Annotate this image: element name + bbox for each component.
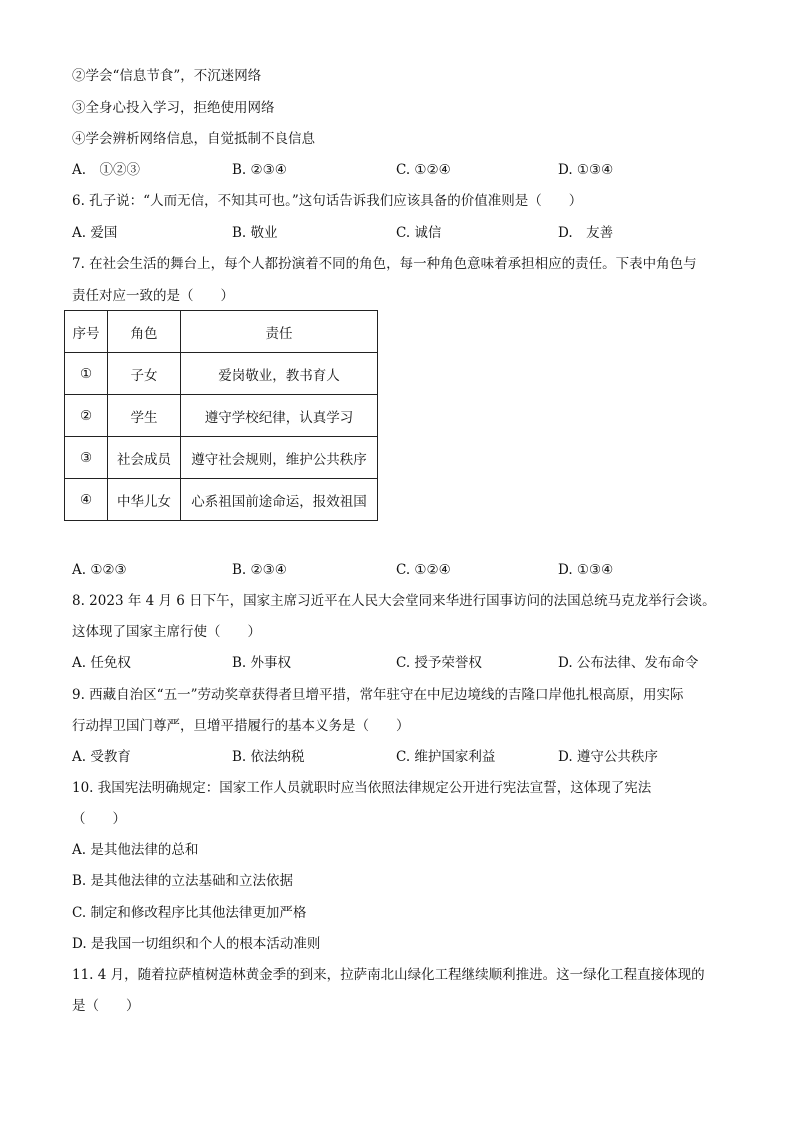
table-row bbox=[65, 479, 378, 521]
q5-item-2: ②学会“信息节食”，不沉迷网络 bbox=[72, 68, 262, 84]
q6-stem: 6. 孔子说：“人而无信，不知其可也。”这句话告诉我们应该具备的价值准则是（ ） bbox=[72, 193, 583, 209]
q5-item-4: ④学会辨析网络信息，自觉抵制不良信息 bbox=[72, 131, 315, 147]
q9-option-a[interactable]: A. 受教育 bbox=[72, 749, 131, 765]
table-header-row bbox=[65, 311, 378, 353]
q9-option-d[interactable]: D. 遵守公共秩序 bbox=[558, 749, 658, 765]
q5-option-b[interactable]: B. ②③④ bbox=[232, 162, 287, 178]
q5-option-d[interactable]: D. ①③④ bbox=[558, 162, 614, 178]
table-row bbox=[65, 437, 378, 479]
q10-option-b[interactable]: B. 是其他法律的立法基础和立法依据 bbox=[72, 873, 294, 889]
q5-option-a[interactable]: A. ①②③ bbox=[72, 162, 141, 178]
q11-stem-line-1: 11. 4 月，随着拉萨植树造林黄金季的到来，拉萨南北山绿化工程继续顺利推进。这一绿化工程直接体现的 bbox=[72, 967, 705, 983]
row-index: ② bbox=[65, 395, 108, 437]
q8-option-a[interactable]: A. 任免权 bbox=[72, 655, 131, 671]
q8-option-c[interactable]: C. 授予荣誉权 bbox=[396, 655, 482, 671]
row-duty: 遵守社会规则，维护公共秩序 bbox=[181, 437, 378, 479]
header-index: 序号 bbox=[65, 311, 108, 353]
row-role: 学生 bbox=[108, 395, 181, 437]
q6-option-d[interactable]: D. 友善 bbox=[558, 225, 614, 241]
q6-option-a[interactable]: A. 爱国 bbox=[72, 225, 118, 241]
q8-stem-line-2: 这体现了国家主席行使（ ） bbox=[72, 624, 261, 640]
row-role: 中华儿女 bbox=[108, 479, 181, 521]
q10-option-c[interactable]: C. 制定和修改程序比其他法律更加严格 bbox=[72, 905, 307, 921]
row-index: ① bbox=[65, 353, 108, 395]
row-duty: 遵守学校纪律，认真学习 bbox=[181, 395, 378, 437]
q5-item-3: ③全身心投入学习，拒绝使用网络 bbox=[72, 100, 275, 116]
q7-stem-line-2: 责任对应一致的是（ ） bbox=[72, 288, 234, 304]
q9-stem-line-1: 9. 西藏自治区“五一”劳动奖章获得者旦增平措，常年驻守在中尼边境线的吉隆口岸他扎根高原，用实际 bbox=[72, 687, 684, 703]
q7-option-d[interactable]: D. ①③④ bbox=[558, 562, 614, 578]
row-index: ③ bbox=[65, 437, 108, 479]
q9-option-b[interactable]: B. 依法纳税 bbox=[232, 749, 305, 765]
q11-stem-line-2: 是（ ） bbox=[72, 998, 140, 1014]
role-responsibility-table bbox=[64, 310, 378, 521]
header-role: 角色 bbox=[108, 311, 181, 353]
q9-option-c[interactable]: C. 维护国家利益 bbox=[396, 749, 496, 765]
q7-stem-line-1: 7. 在社会生活的舞台上，每个人都扮演着不同的角色，每一种角色意味着承担相应的责任。下表中角色与 bbox=[72, 256, 697, 272]
row-index: ④ bbox=[65, 479, 108, 521]
q6-option-c[interactable]: C. 诚信 bbox=[396, 225, 442, 241]
q7-option-c[interactable]: C. ①②④ bbox=[396, 562, 451, 578]
row-role: 子女 bbox=[108, 353, 181, 395]
q10-stem-line-1: 10. 我国宪法明确规定：国家工作人员就职时应当依照法律规定公开进行宪法宣誓，这体现了宪法 bbox=[72, 780, 652, 796]
q8-option-d[interactable]: D. 公布法律、发布命令 bbox=[558, 655, 699, 671]
header-duty: 责任 bbox=[181, 311, 378, 353]
q6-option-b[interactable]: B. 敬业 bbox=[232, 225, 278, 241]
q10-option-d[interactable]: D. 是我国一切组织和个人的根本活动准则 bbox=[72, 936, 321, 952]
q8-stem-line-1: 8. 2023 年 4 月 6 日下午，国家主席习近平在人民大会堂同来华进行国事访问的法国总统马克龙举行会谈。 bbox=[72, 593, 716, 609]
q8-option-b[interactable]: B. 外事权 bbox=[232, 655, 292, 671]
row-duty: 心系祖国前途命运，报效祖国 bbox=[181, 479, 378, 521]
q10-option-a[interactable]: A. 是其他法律的总和 bbox=[72, 842, 199, 858]
q7-option-a[interactable]: A. ①②③ bbox=[72, 562, 127, 578]
q10-stem-line-2: （ ） bbox=[72, 811, 126, 827]
row-duty: 爱岗敬业，教书育人 bbox=[181, 353, 378, 395]
table-row bbox=[65, 353, 378, 395]
q7-option-b[interactable]: B. ②③④ bbox=[232, 562, 287, 578]
table-row bbox=[65, 395, 378, 437]
q5-option-c[interactable]: C. ①②④ bbox=[396, 162, 451, 178]
q9-stem-line-2: 行动捍卫国门尊严，旦增平措履行的基本义务是（ ） bbox=[72, 718, 410, 734]
row-role: 社会成员 bbox=[108, 437, 181, 479]
